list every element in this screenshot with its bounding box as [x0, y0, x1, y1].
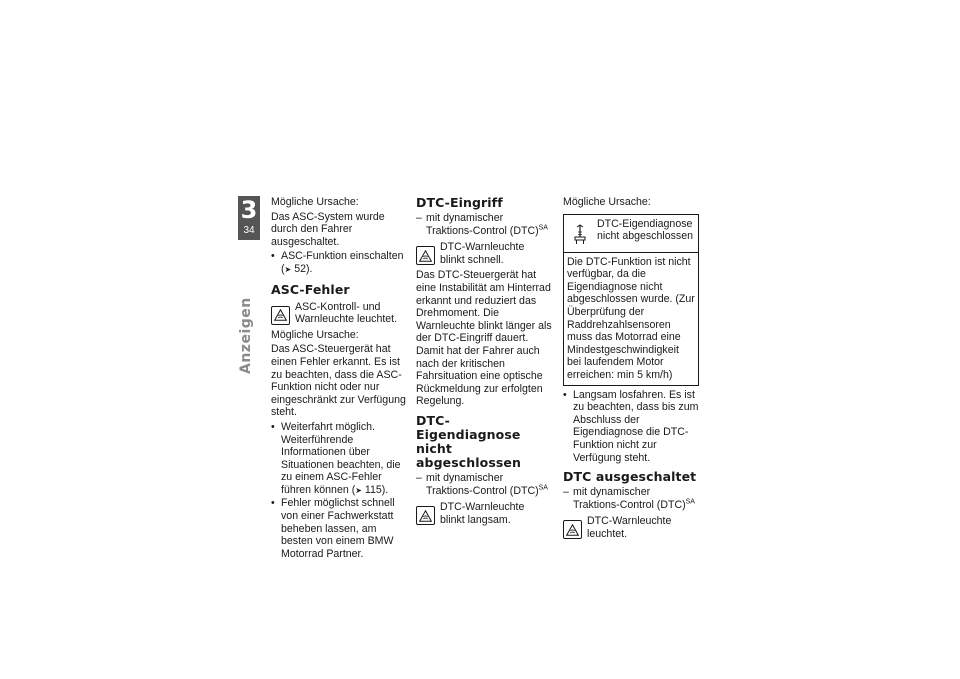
- dash-list: [416, 212, 552, 237]
- list-item: • Langsam losfahren. Es ist zu beachten, dass bis zum Abschluss der Eigendiagnose die DTC-Funktion nicht zur Verfügung steht.: [563, 389, 699, 465]
- page-ref[interactable]: 52).: [294, 262, 313, 275]
- list-item: • Weiterfahrt möglich. Weiterführende Informationen über Situationen beachten, die zu einem ASC-Fehler führen können (➤ 115).: [271, 421, 407, 498]
- paragraph: Das ASC-Steuergerät hat einen Fehler erkannt. Es ist zu beachten, dass die ASC-Funktion nicht oder nur eingeschränkt zur Verfügung steht.: [271, 343, 406, 419]
- section-heading-asc-fehler: ASC-Fehler: [271, 281, 350, 297]
- indicator-text: ASC-Kontroll- und Warnleuchte leuchtet.: [295, 300, 398, 326]
- indicator-row: [416, 241, 552, 266]
- list-item-text: mit dynamischer Traktions-Control (DTC): [426, 212, 539, 237]
- bullet-list: [563, 389, 699, 465]
- indicator-text: DTC-Warnleuchte leuchtet.: [587, 515, 672, 540]
- warning-light-icon: [416, 506, 435, 525]
- warning-light-icon: [416, 246, 435, 265]
- section-heading-dtc-eingriff: DTC-Eingriff: [416, 195, 503, 210]
- cause-label: Mögliche Ursache:: [271, 328, 359, 341]
- cause-table-title: DTC-Eigendiagnose nicht abgeschlossen: [597, 217, 693, 243]
- sa-superscript: SA: [685, 498, 695, 506]
- column-1: [271, 196, 407, 562]
- sa-superscript: SA: [538, 483, 548, 491]
- paragraph: Das DTC-Steuergerät hat eine Instabilität am Hinterrad erkannt und reduziert das Drehmoment. Die Warnleuchte blinkt länger als der DTC-Eingriff dauert. Damit hat der Fahrer auch nach der kritischen Fahrsituation eine optische Rückmeldung zur erfolgten Regelung.: [416, 269, 552, 408]
- list-item-text: mit dynamischer Traktions-Control (DTC): [426, 471, 539, 497]
- list-item: [416, 212, 552, 237]
- indicator-row: [416, 501, 552, 526]
- indicator-text: DTC-Warnleuchte blinkt langsam.: [440, 501, 525, 526]
- indicator-row: [271, 301, 407, 326]
- sa-superscript: SA: [538, 224, 548, 232]
- column-3: [563, 196, 699, 543]
- bullet-list: [271, 421, 407, 561]
- section-heading-dtc-eigendiagnose: DTC-Eigendiagnose nicht abgeschlossen: [416, 412, 521, 470]
- chapter-tab: [238, 196, 260, 240]
- cause-label: Mögliche Ursache:: [563, 196, 651, 208]
- bullet-list: [271, 250, 407, 276]
- page-ref[interactable]: 115).: [364, 483, 389, 496]
- list-item-text: ASC-Funktion einschalten: [281, 250, 404, 263]
- indicator-row: [563, 515, 699, 540]
- list-item: [563, 486, 699, 511]
- arrow-icon: ➤: [284, 264, 292, 274]
- section-heading-dtc-ausgeschaltet: DTC ausgeschaltet: [563, 469, 697, 485]
- chapter-number: 3: [240, 196, 258, 224]
- column-2: [416, 196, 552, 529]
- warning-light-icon: [271, 306, 290, 325]
- cause-table-body: Die DTC-Funktion ist nicht verfügbar, da die Eigendiagnose nicht abgeschlossen wurde. (Zur Überprüfung der Raddrehzahlsensoren muss das Motorrad eine Mindestgeschwindigkeit bei laufendem Motor erreichen: min 5 km/h): [567, 255, 695, 381]
- list-item: • Fehler möglichst schnell von einer Fachwerkstatt beheben lassen, am besten von einem BMW Motorrad Partner.: [271, 497, 407, 560]
- cause-table: [563, 214, 699, 386]
- page-number: 34: [243, 225, 255, 236]
- dash-list: [563, 486, 699, 511]
- dash-list: [416, 472, 552, 497]
- list-item: • ASC-Funktion einschalten (➤ 52).: [271, 250, 407, 276]
- warning-light-icon: [563, 520, 582, 539]
- arrow-icon: ➤: [355, 485, 362, 495]
- diagnosis-icon: [573, 224, 587, 246]
- list-item-text: mit dynamischer Traktions-Control (DTC): [573, 486, 686, 511]
- cause-table-header: [564, 215, 698, 253]
- indicator-text: DTC-Warnleuchte blinkt schnell.: [440, 241, 525, 266]
- paragraph: Das ASC-System wurde durch den Fahrer ausgeschaltet.: [271, 210, 385, 248]
- cause-label: Mögliche Ursache:: [271, 196, 359, 208]
- list-item-text: Weiterfahrt möglich. Weiterführende Informationen über Situationen beachten, die zu einem ASC-Fehler führen können: [281, 420, 401, 496]
- list-item: [416, 472, 552, 497]
- chapter-title: Anzeigen: [238, 297, 254, 374]
